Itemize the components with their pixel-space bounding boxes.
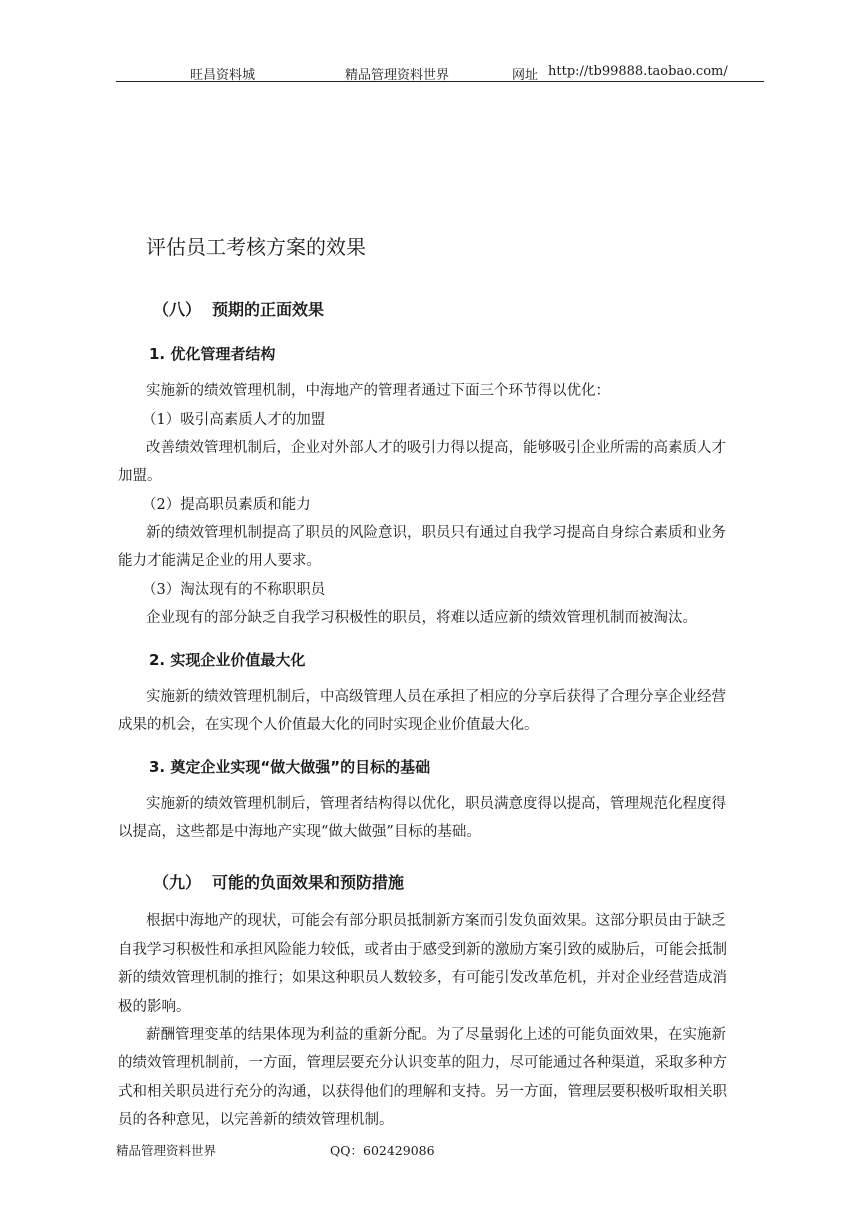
s9-p1-line3: 新的绩效管理机制的推行；如果这种职员人数较多，有可能引发改革危机，并对企业经营造成消 — [118, 970, 727, 986]
item2-label: （2）提高职员素质和能力 — [142, 497, 311, 513]
header-rule — [116, 81, 764, 82]
page-title: 评估员工考核方案的效果 — [146, 235, 366, 259]
s9-p1-line1: 根据中海地产的现状，可能会有部分职员抵制新方案而引发负面效果。这部分职员由于缺乏 — [146, 913, 726, 929]
s3-line1: 实施新的绩效管理机制后，管理者结构得以优化，职员满意度得以提高，管理规范化程度得 — [146, 796, 726, 812]
s9-p1-line2: 自我学习积极性和承担风险能力较低，或者由于感受到新的激励方案引致的威胁后，可能会抵制 — [118, 942, 727, 958]
subsection-2-heading: 2. 实现企业价值最大化 — [149, 651, 306, 669]
s9-p2-line3: 式和相关职员进行充分的沟通，以获得他们的理解和支持。另一方面，管理层要积极听取相关职 — [118, 1084, 727, 1100]
section8-heading: 预期的正面效果 — [212, 300, 325, 319]
header-url: http://tb99888.taobao.com/ — [548, 64, 728, 79]
s1-intro: 实施新的绩效管理机制，中海地产的管理者通过下面三个环节得以优化： — [146, 383, 610, 399]
item2-line2: 能力才能满足企业的用人要求。 — [118, 553, 321, 569]
header-center: 精品管理资料世界 — [345, 68, 450, 83]
header-url-label: 网址 — [512, 68, 539, 83]
s9-p2-line1: 薪酬管理变革的结果体现为利益的重新分配。为了尽量弱化上述的可能负面效果，在实施新 — [146, 1027, 726, 1043]
footer-qq: QQ：602429086 — [330, 1143, 435, 1158]
s2-line1: 实施新的绩效管理机制后，中高级管理人员在承担了相应的分享后获得了合理分享企业经营 — [146, 689, 726, 705]
item1-label: （1）吸引高素质人才的加盟 — [142, 412, 326, 428]
s3-line2: 以提高，这些都是中海地产实现“做大做强”目标的基础。 — [118, 824, 481, 840]
section8-number: （八） — [153, 300, 202, 319]
section9-heading: 可能的负面效果和预防措施 — [212, 873, 405, 892]
item2-line1: 新的绩效管理机制提高了职员的风险意识，职员只有通过自我学习提高自身综合素质和业务 — [146, 525, 726, 541]
item1-line2: 加盟。 — [118, 468, 162, 484]
item3-label: （3）淘汰现有的不称职职员 — [142, 582, 326, 598]
section9-number: （九） — [153, 873, 202, 892]
subsection-1-heading: 1. 优化管理者结构 — [149, 345, 276, 363]
header-left: 旺昌资料城 — [190, 68, 256, 83]
s9-p2-line4: 员的各种意见，以完善新的绩效管理机制。 — [118, 1112, 394, 1128]
s9-p2-line2: 的绩效管理机制前，一方面，管理层要充分认识变革的阻力，尽可能通过各种渠道，采取多种方 — [118, 1055, 727, 1071]
footer-left: 精品管理资料世界 — [116, 1143, 217, 1158]
subsection-3-heading: 3. 奠定企业实现“做大做强”的目标的基础 — [149, 758, 431, 776]
s2-line2: 成果的机会，在实现个人价值最大化的同时实现企业价值最大化。 — [118, 717, 539, 733]
item3-line1: 企业现有的部分缺乏自我学习积极性的职员，将难以适应新的绩效管理机制而被淘汰。 — [146, 610, 697, 626]
s9-p1-line4: 极的影响。 — [118, 999, 191, 1015]
item1-line1: 改善绩效管理机制后，企业对外部人才的吸引力得以提高，能够吸引企业所需的高素质人才 — [146, 440, 726, 456]
